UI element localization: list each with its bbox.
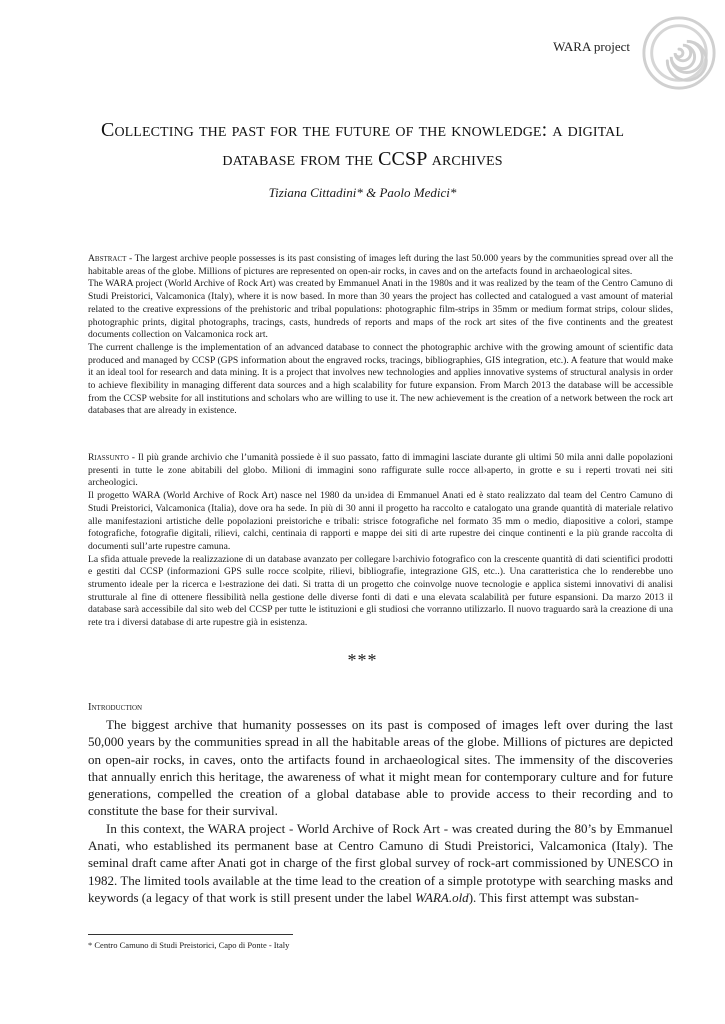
footnote: * Centro Camuno di Studi Preistorici, Capo di Ponte - Italy [88,940,290,950]
abstract-label: Abstract [88,253,127,264]
abstract-paragraph: The WARA project (World Archive of Rock Art) was created by Emmanuel Anati in the 1980s and it was realized by the team of the Centro Camuno di Studi Preistorici, Valcamonica (Italy), where it is now based. In more than 30 years the project has collected and catalogued a vast amount of material related to the creative expressions of the prehistoric and tribal populations: photographic film-strips in 35mm or medium format strips, colour slides, photographic prints, digital photographs, tracings, casts, hundreds of reports and maps of the rock art sites of the five continents and the greatest documents collection on Valcamonica rock art. [88,278,673,341]
abstract-paragraph: The current challenge is the implementation of an advanced database to connect the photographic archive with the growing amount of scientific data produced and managed by CCSP (GPS information about the engraved rocks, tracings, bibliographies, GIS integration, etc.). A feature that would make it an ideal tool for research and data mining. It is a project that involves new technologies and applies innovative systems of structural analysis in order to achieve flexibility in managing different data sources and a high scalability for future expansion. From March 2013 the database will be accessible from the CCSP website for all institutions and scholars who are willing to use it. The new achievement is the creation of a network between the rock art databases that are already in existence. [88,341,673,417]
riassunto-paragraph: La sfida attuale prevede la realizzazione di un database avanzato per collegare l›archivio fotografico con la crescente quantità di dati scientifici prodotti e gestiti dal CCSP (informazioni GPS sulle rocce scolpite, rilievi, bibliografie, integrazione GIS, etc..). Una caratteristica che lo renderebbe uno strumento ideale per la ricerca e l›estrazione dei dati. Si tratta di un progetto che coinvolge nuove tecnologie e applica sistemi innovativi di analisi strutturale al fine di ottenere flessibilità nella gestione delle diverse fonti di dati e una elevata scalabilità per future espansioni. Da marzo 2013 il database sarà accessibile dal sito web del CCSP per tutte le istituzioni e gli studiosi che vorranno utilizzarlo. Il nuovo traguardo sarà la creazione di una rete tra i diversi database di arte rupestre già in esistenza. [88,553,673,629]
introduction-heading: Introduction [88,702,143,713]
author-line: Tiziana Cittadini* & Paolo Medici* [268,185,457,200]
body-paragraph: In this context, the WARA project - World Archive of Rock Art - was created during the 80’s by Emmanuel Anati, who established its permanent base at Centro Camuno di Studi Preistorici, Valcamonica (Italy). The seminal draft came after Anati got in charge of the first global survey of rock-art commissioned by UNESCO in 1982. The limited tools available at the time lead to the creation of a simple prototype with searching masks and keywords (a legacy of that work is still present under the label WARA.old). This first attempt was substan- [88,820,673,905]
paper-title: Collecting the past for the future of the knowledge: a digital database from the CCSP archives [101,119,624,170]
abstract-paragraph: Abstract - The largest archive people possesses is its past consisting of images left during the last 50.000 years by the communities spread over all the habitable areas of the globe. Millions of pictures are represented on open-air rocks, in caves and on the artefacts found in archaeological sites. [88,253,673,277]
riassunto-paragraph: Il progetto WARA (World Archive of Rock Art) nasce nel 1980 da un›idea di Emmanuel Anati ed è stato realizzato dal team del Centro Camuno di Studi Preistorici, Valcamonica (Italia), dove ora ha sede. In più di 30 anni il progetto ha raccolto e catalogato una grande quantità di materiale relativo alle manifestazioni artistiche delle popolazioni preistoriche e tribali: strisce fotografiche nel formato 35 mm o medio, diapositive a colori, stampe fotografiche, fotografie digitali, rilievi, calchi, centinaia di rapporti e mappe dei siti di arte rupestre dei cinque continenti e la più grande raccolta di documenti sull’arte rupestre camuna. [88,490,673,552]
riassunto-paragraph: Riassunto - Il più grande archivio che l’umanità possiede è il suo passato, fatto di immagini lasciate durante gli ultimi 50 mila anni dalle popolazioni presenti in tutte le zone abitabili del globo. Milioni di immagini sono raffigurate sulle rocce all›aperto, in grotte e su i reperti trovati nei siti archeologici. [88,452,673,489]
italic-label: WARA.old [415,889,469,905]
body-paragraph: The biggest archive that humanity possesses on its past is composed of images left over during the last 50,000 years by the communities spread in all the habitable areas of the globe. Millions of pictures are depicted on open-air rocks, in caves, onto the artifacts found in archaeological sites. The immensity of the discoveries that annually enrich this heritage, the awareness of what it might mean for contemporary culture and for future generations, compelled the creation of a global database able to provide access to their recording and to constitute the base for their survival. [88,717,673,819]
running-header: WARA project [553,39,630,54]
riassunto-section [88,452,673,630]
abstract-section [88,253,673,418]
footnote-divider [88,934,293,935]
section-separator: *** [347,650,378,670]
riassunto-label: Riassunto [88,452,129,463]
spiral-logo-icon [640,14,718,92]
introduction-body [88,716,673,906]
